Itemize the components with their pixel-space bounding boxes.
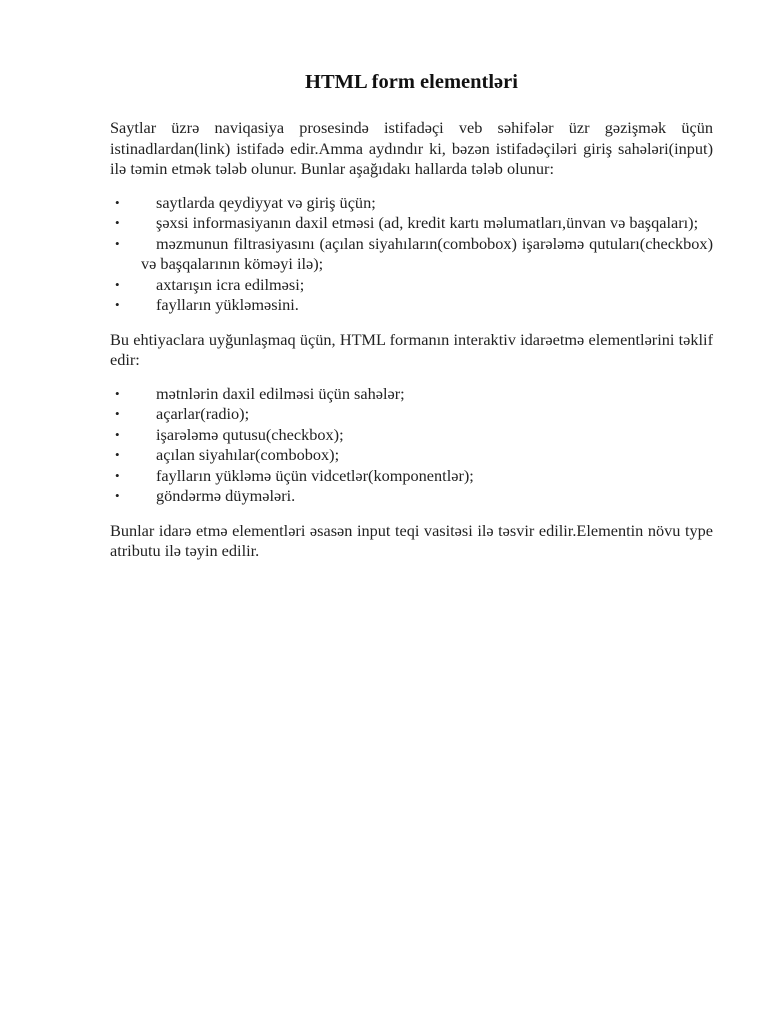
- list-item-text: şəxsi informasiyanın daxil etməsi (ad, kredit kartı məlumatları,ünvan və başqaları);: [156, 213, 699, 232]
- bullet-icon: •: [115, 215, 120, 230]
- bullet-icon: •: [115, 276, 120, 292]
- middle-paragraph: Bu ehtiyaclara uyğunlaşmaq üçün, HTML formanın interaktiv idarəetmə elementlərini təklif edir:: [110, 329, 713, 369]
- document-title: HTML form elementləri: [305, 71, 518, 93]
- list-item: [110, 193, 713, 214]
- bullet-icon: •: [115, 426, 120, 442]
- list-item: [110, 384, 713, 405]
- bullet-icon: •: [115, 385, 120, 401]
- list-item: [110, 295, 713, 316]
- list-item-text: açılan siyahılar(combobox);: [156, 445, 340, 464]
- list-item-text: açarlar(radio);: [156, 404, 250, 423]
- bullet-icon: •: [115, 488, 120, 503]
- list-item: [110, 213, 713, 234]
- list-item-text: məzmunun filtrasiyasını (açılan siyahıların(combobox) işarələmə qutuları(checkbox) və başqalarının köməyi ilə);: [141, 233, 713, 273]
- list-item-text: faylların yükləməsini.: [156, 295, 299, 314]
- list-item: [110, 234, 713, 275]
- list-item-text: axtarışın icra edilməsi;: [156, 274, 305, 294]
- bullet-icon: •: [115, 467, 120, 483]
- needs-list: [110, 193, 713, 316]
- intro-paragraph: Saytlar üzrə naviqasiya prosesində istifadəçi veb səhifələr üzr gəzişmək üçün istinadlardan(link) istifadə edir.Amma aydındır ki, bəzən istifadəçiləri giriş sahələri(input) ilə təmin etmək tələb olunur. Bunlar aşağıdakı hallarda tələb olunur:: [110, 118, 713, 178]
- form-elements-list: [110, 384, 713, 507]
- list-item-text: faylların yükləmə üçün vidcetlər(komponentlər);: [156, 465, 474, 485]
- list-item: [110, 425, 713, 446]
- bullet-icon: •: [115, 447, 120, 462]
- bullet-icon: •: [115, 235, 120, 251]
- list-item-text: işarələmə qutusu(checkbox);: [156, 424, 344, 444]
- list-item: [110, 275, 713, 296]
- list-item: [110, 466, 713, 487]
- list-item: [110, 404, 713, 425]
- bullet-icon: •: [115, 297, 120, 312]
- bullet-icon: •: [115, 194, 120, 210]
- list-item-text: saytlarda qeydiyyat və giriş üçün;: [156, 192, 376, 212]
- list-item: [110, 445, 713, 466]
- list-item: [110, 486, 713, 507]
- bullet-icon: •: [115, 406, 120, 421]
- list-item-text: mətnlərin daxil edilməsi üçün sahələr;: [156, 383, 405, 403]
- list-item-text: göndərmə düymələri.: [156, 486, 296, 505]
- closing-paragraph: Bunlar idarə etmə elementləri əsasən input teqi vasitəsi ilə təsvir edilir.Elementin növu type atributu ilə təyin edilir.: [110, 520, 713, 560]
- document-page: [110, 66, 713, 575]
